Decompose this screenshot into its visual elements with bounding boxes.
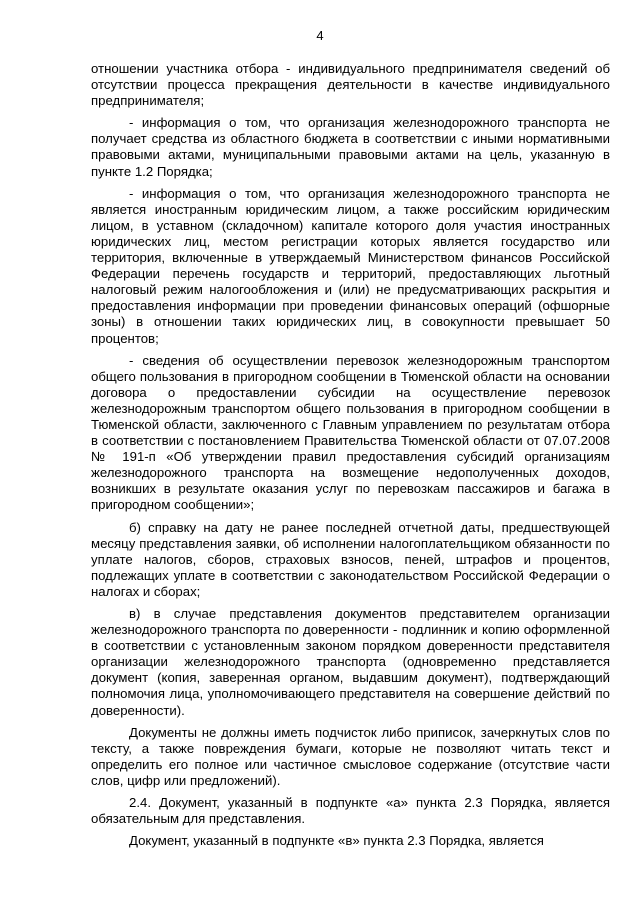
paragraph-2-4: 2.4. Документ, указанный в подпункте «а» пункта 2.3 Порядка, является обязательным для представления. [91,795,610,827]
paragraph-document-requirements: Документы не должны иметь подчисток либо приписок, зачеркнутых слов по тексту, а также повреждения бумаги, которые не позволяют читать текст и определить его полное или частичное смысловое содержание (отсутствие части слов, цифр или предложений). [91,724,610,788]
paragraph-transport-info: - сведения об осуществлении перевозок железнодорожным транспортом общего пользования в пригородном сообщении в Тюменской области на основании договора о предоставлении субсидии на осуществление перевозок железнодорожным транспортом общего пользования в пригородном сообщении в Тюменской области, заключенного с Главным управлением по результатам отбора в соответствии с постановлением Правительства Тюменской области от 07.07.2008 № 191-п «Об утверждении правил предоставления субсидий организациям железнодорожного транспорта на возмещение недополученных доходов, возникших в результате оказания услуг по перевозкам пассажиров и багажа в пригородном сообщении»; [91,352,610,513]
document-body [91,61,610,855]
paragraph-item-b: б) справку на дату не ранее последней отчетной даты, предшествующей месяцу представления заявки, об исполнении налогоплательщиком обязанности по уплате налогов, сборов, страховых взносов, пеней, штрафов и процентов, подлежащих уплате в соответствии с законодательством Российской Федерации о налогах и сборах; [91,519,610,599]
paragraph-item-v-note: Документ, указанный в подпункте «в» пункта 2.3 Порядка, является [129,833,544,849]
paragraph-continuation: отношении участника отбора - индивидуального предпринимателя сведений об отсутствии процесса прекращения деятельности в качестве индивидуального предпринимателя; [91,61,610,109]
paragraph-foreign-entity-info: - информация о том, что организация железнодорожного транспорта не является иностранным юридическим лицом, а также российским юридическим лицом, в уставном (складочном) капитале которого доля участия иностранных юридических лиц, местом регистрации которых является государство или территория, включенные в утверждаемый Министерством финансов Российской Федерации перечень государств и территорий, предоставляющих льготный налоговый режим налогообложения и (или) не предусматривающих раскрытия и предоставления информации при проведении финансовых операций (офшорные зоны) в отношении таких юридических лиц, в совокупности превышает 50 процентов; [91,185,610,346]
page-number: 4 [316,28,324,43]
paragraph-item-v: в) в случае представления документов представителем организации железнодорожного транспорта по доверенности - подлинник и копию оформленной в соответствии с установленным законом порядком доверенности представителя организации железнодорожного транспорта (одновременно представляется документ (копия, заверенная органом, выдавшим документ), подтверждающий полномочия лица, уполномочивающего представителя на совершение действий по доверенности). [91,606,610,718]
paragraph-budget-info: - информация о том, что организация железнодорожного транспорта не получает средства из областного бюджета в соответствии с иными нормативными правовыми актами, муниципальными правовыми актами на цель, указанную в пункте 1.2 Порядка; [91,115,610,179]
